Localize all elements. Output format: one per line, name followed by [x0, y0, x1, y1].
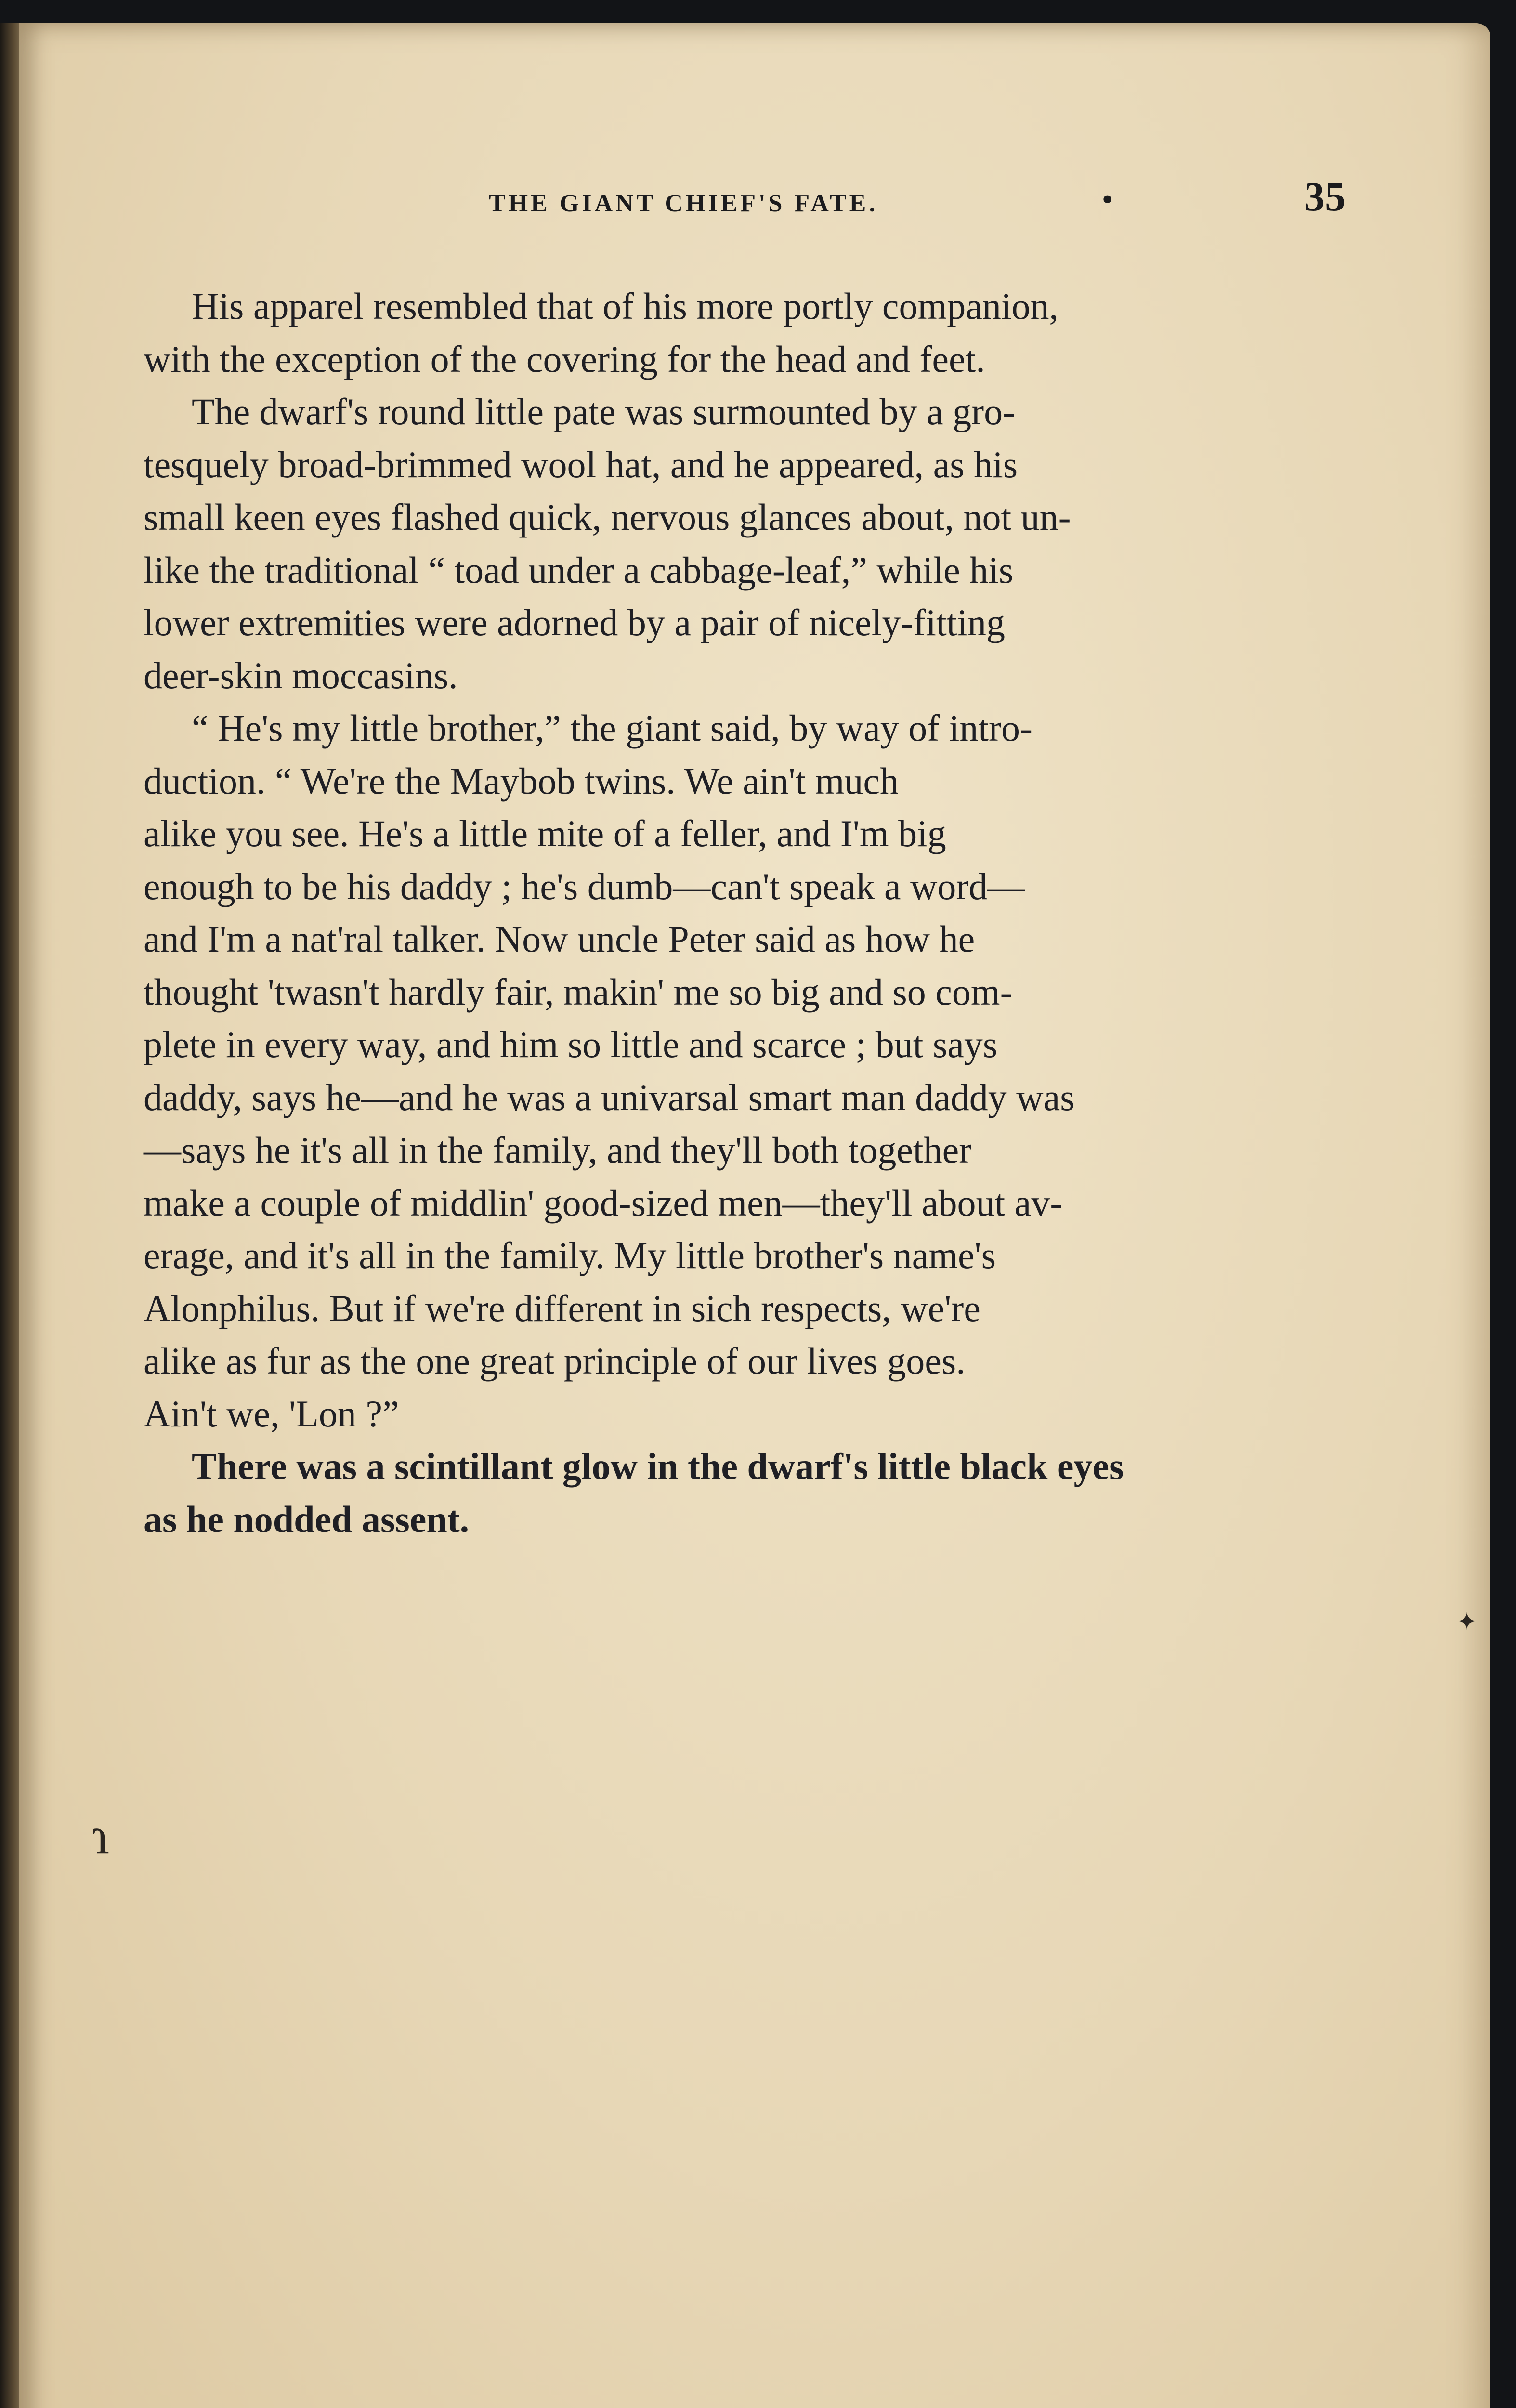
- text-line: His apparel resembled that of his more portly companion,: [192, 285, 1059, 327]
- page-number: 35: [1304, 173, 1346, 220]
- text-line: small keen eyes flashed quick, nervous glances about, not un-: [144, 496, 1071, 538]
- paragraph-3: [144, 702, 1348, 1440]
- running-title: THE GIANT CHIEF'S FATE.: [489, 190, 878, 217]
- header-ornament-dot: •: [1102, 183, 1113, 215]
- text-line: duction. “ We're the Maybob twins. We ain't much: [144, 759, 899, 802]
- text-line: like the traditional “ toad under a cabbage-leaf,” while his: [144, 549, 1014, 591]
- edge-fleck-mark: ✦: [1457, 1608, 1477, 1635]
- text-line: alike as fur as the one great principle of our lives goes.: [144, 1340, 966, 1382]
- text-line: The dwarf's round little pate was surmounted by a gro-: [192, 391, 1016, 432]
- text-line: and I'm a nat'ral talker. Now uncle Peter said as how he: [144, 918, 975, 960]
- text-line: deer-skin moccasins.: [144, 654, 458, 696]
- paragraph-1: [144, 280, 1348, 385]
- margin-fleck-mark: ɿ: [91, 1806, 109, 1865]
- text-line: alike you see. He's a little mite of a feller, and I'm big: [144, 812, 946, 854]
- body-text: [144, 280, 1348, 1545]
- text-line: There was a scintillant glow in the dwarf's little black eyes: [192, 1445, 1124, 1487]
- text-line: daddy, says he—and he was a univarsal smart man daddy was: [144, 1076, 1075, 1118]
- text-line: erage, and it's all in the family. My little brother's name's: [144, 1234, 996, 1276]
- text-line: Alonphilus. But if we're different in sich respects, we're: [144, 1287, 980, 1329]
- text-line: lower extremities were adorned by a pair of nicely-fitting: [144, 602, 1005, 643]
- text-line: with the exception of the covering for the head and feet.: [144, 338, 985, 380]
- text-line: as he nodded assent.: [144, 1498, 470, 1540]
- text-line: tesquely broad-brimmed wool hat, and he appeared, as his: [144, 443, 1018, 485]
- book-page: [19, 23, 1490, 2408]
- text-line: —says he it's all in the family, and they'll both together: [144, 1129, 972, 1171]
- text-line: “ He's my little brother,” the giant said, by way of intro-: [192, 707, 1032, 749]
- text-line: plete in every way, and him so little and scarce ; but says: [144, 1023, 998, 1065]
- text-line: enough to be his daddy ; he's dumb—can't speak a word—: [144, 865, 1025, 907]
- running-head: [19, 163, 1490, 221]
- text-line: thought 'twasn't hardly fair, makin' me so big and so com-: [144, 970, 1013, 1013]
- paragraph-4: [144, 1440, 1348, 1545]
- text-line: Ain't we, 'Lon ?”: [144, 1392, 399, 1435]
- paragraph-2: [144, 385, 1348, 702]
- text-line: make a couple of middlin' good-sized men—they'll about av-: [144, 1181, 1063, 1224]
